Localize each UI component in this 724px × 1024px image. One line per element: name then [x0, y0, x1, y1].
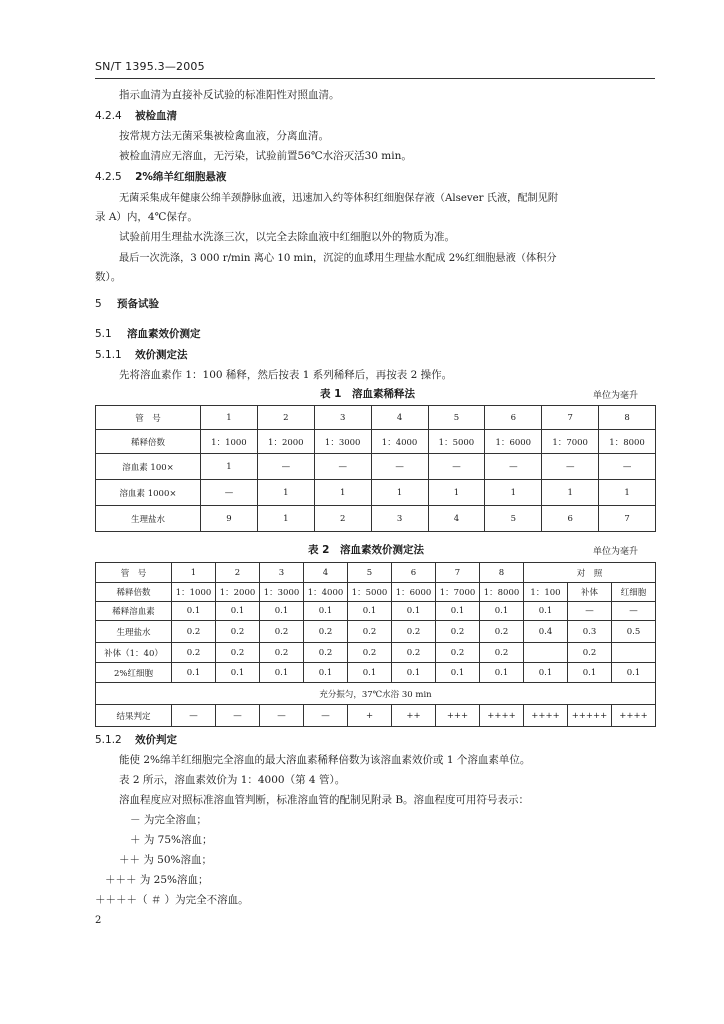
- table2-cell: 0.2: [260, 643, 304, 663]
- table1-cell: 1：6000: [485, 430, 542, 454]
- table2-cell: 1：3000: [260, 583, 304, 602]
- table1-cell: 1: [542, 480, 599, 506]
- table2-body: [96, 563, 656, 727]
- table1-cell: 2: [314, 506, 371, 532]
- table2-unit: 单位为毫升: [593, 547, 639, 557]
- table1-row: [96, 430, 656, 454]
- table2-cell: 0.4: [524, 621, 568, 643]
- table2-row: [96, 643, 656, 663]
- table2-cell: 0.1: [304, 663, 348, 683]
- table2-cell: 0.1: [480, 602, 524, 621]
- table2-row: [96, 621, 656, 643]
- table2-cell: +++++: [568, 705, 612, 727]
- table1-cell: 6: [542, 506, 599, 532]
- table2: [95, 562, 656, 727]
- table2-row-header: 结果判定: [96, 705, 172, 727]
- table2-cell: 0.1: [436, 602, 480, 621]
- table1-row-header: 管 号: [96, 406, 201, 430]
- table1-cell: 1: [257, 480, 314, 506]
- table2-cell: 0.2: [172, 643, 216, 663]
- table2-cell: 1：4000: [304, 583, 348, 602]
- paragraph-line: 指示血清为直接补反试验的标准阳性对照血清。: [119, 89, 340, 101]
- table1-cell: 1: [428, 480, 485, 506]
- symbol-line: ＋＋＋ 为 25%溶血；: [105, 874, 209, 886]
- table2-cell: —: [568, 602, 612, 621]
- table2-row: [96, 583, 656, 602]
- symbol-line: － 为完全溶血；: [130, 814, 207, 826]
- table2-row-header: 补体（1：40）: [96, 643, 172, 663]
- table1-cell: —: [428, 454, 485, 480]
- table1-cell: 1: [485, 480, 542, 506]
- section-4-2-5-heading: [95, 169, 226, 184]
- table2-cell: 0.2: [260, 621, 304, 643]
- table1-row-header: 溶血素 1000×: [96, 480, 201, 506]
- table1-body: [96, 406, 656, 532]
- symbol-line: ＋ 为 75%溶血；: [130, 834, 213, 846]
- table2-cell: 0.1: [260, 663, 304, 683]
- table1-cell: 1：1000: [201, 430, 258, 454]
- table2-cell: 0.2: [304, 643, 348, 663]
- table2-header-row: [96, 563, 656, 583]
- table1-cell: 6: [485, 406, 542, 430]
- table1-row-header: 溶血素 100×: [96, 454, 201, 480]
- table2-cell: 0.2: [216, 643, 260, 663]
- table1-cell: 4: [371, 406, 428, 430]
- table1-cell: 1: [371, 480, 428, 506]
- table2-cell: 0.2: [216, 621, 260, 643]
- table2-cell: —: [216, 705, 260, 727]
- section-number: 5.1.1: [95, 349, 122, 361]
- table1-row: [96, 506, 656, 532]
- table2-cell: 0.2: [480, 643, 524, 663]
- paragraph-line: 数）。: [95, 271, 122, 283]
- table1-cell: 5: [485, 506, 542, 532]
- table2-cell: ++++: [612, 705, 656, 727]
- table2-header-cell: 1: [172, 563, 216, 583]
- table2-note-row: [96, 683, 656, 705]
- table1-cell: 7: [542, 406, 599, 430]
- section-5-heading: [95, 296, 159, 311]
- table1-cell: 1: [201, 406, 258, 430]
- table2-cell: 0.1: [172, 602, 216, 621]
- symbol-line: ＋＋ 为 50%溶血；: [119, 854, 213, 866]
- table2-cell: 0.1: [216, 663, 260, 683]
- table2-cell: 0.2: [172, 621, 216, 643]
- section-5-1-1-heading: [95, 347, 188, 362]
- table1-cell: —: [599, 454, 656, 480]
- paragraph-line: 溶血程度应对照标准溶血管判断，标准溶血管的配制见附录 B。溶血程度可用符号表示：: [119, 794, 530, 806]
- table2-cell: 0.2: [436, 621, 480, 643]
- paragraph-line: 表 2 所示，溶血素效价为 1：4000（第 4 管）。: [119, 774, 346, 786]
- section-number: 4.2.4: [95, 110, 122, 122]
- section-5-1-heading: [95, 326, 201, 341]
- table2-cell: 0.1: [348, 602, 392, 621]
- table2-cell: 0.1: [348, 663, 392, 683]
- table2-cell: 0.1: [524, 602, 568, 621]
- paragraph-line: 能使 2%绵羊红细胞完全溶血的最大溶血素稀释倍数为该溶血素效价或 1 个溶血素单位。: [119, 754, 531, 766]
- table1-cell: 1: [314, 480, 371, 506]
- table2-cell: 1：100: [524, 583, 568, 602]
- table2-note: 充分振匀，37℃水浴 30 min: [96, 683, 656, 705]
- table2-cell: 0.2: [392, 621, 436, 643]
- section-title: 溶血素效价测定: [127, 328, 201, 340]
- table1-cell: —: [485, 454, 542, 480]
- table2-row-header: 生理盐水: [96, 621, 172, 643]
- table1-cell: —: [314, 454, 371, 480]
- table2-row-header: 管 号: [96, 563, 172, 583]
- table1-cell: —: [371, 454, 428, 480]
- table2-row-header: 稀释溶血素: [96, 602, 172, 621]
- paragraph-line: 最后一次洗涤，3 000 r/min 离心 10 min，沉淀的血球็用生理盐水配成 2%红细胞悬液（体积分: [119, 253, 557, 264]
- standard-code: SN/T 1395.3—2005: [95, 60, 205, 73]
- table2-header-cell: 5: [348, 563, 392, 583]
- table2-cell: 0.1: [480, 663, 524, 683]
- table2-cell: 0.1: [524, 663, 568, 683]
- table2-cell: 0.2: [480, 621, 524, 643]
- section-number: 5: [95, 298, 102, 310]
- table1-cell: 7: [599, 506, 656, 532]
- section-number: 4.2.5: [95, 171, 122, 183]
- table2-row-header: 2%红细胞: [96, 663, 172, 683]
- table1-row-header: 稀释倍数: [96, 430, 201, 454]
- table1-row: [96, 406, 656, 430]
- paragraph-line: 无菌采集成年健康公绵羊颈静脉血液，迅速加入约等体积红细胞保存液（Alsever 氏液，配制见附: [119, 193, 559, 204]
- table2-row-header: 稀释倍数: [96, 583, 172, 602]
- table1-cell: 4: [428, 506, 485, 532]
- table2-row: [96, 602, 656, 621]
- table2-cell: 0.1: [392, 663, 436, 683]
- table2-cell: 0.1: [436, 663, 480, 683]
- section-number: 5.1: [95, 328, 112, 340]
- table2-cell: 0.1: [172, 663, 216, 683]
- table2-row: [96, 705, 656, 727]
- table1-cell: 9: [201, 506, 258, 532]
- table2-cell: 0.1: [392, 602, 436, 621]
- section-title: 效价判定: [135, 734, 178, 746]
- table2-cell: 0.1: [304, 602, 348, 621]
- table2-caption: 表 2 溶血素效价测定法: [308, 544, 424, 556]
- table2-cell: 1：6000: [392, 583, 436, 602]
- table2-cell: 0.2: [304, 621, 348, 643]
- table2-cell: 1：8000: [480, 583, 524, 602]
- table2-cell: 0.2: [568, 643, 612, 663]
- table2-header-cell: 4: [304, 563, 348, 583]
- table2-cell: ++++: [524, 705, 568, 727]
- table2-cell: 红细胞: [612, 583, 656, 602]
- table1-cell: 1：4000: [371, 430, 428, 454]
- table2-header-cell: 8: [480, 563, 524, 583]
- table1-caption: 表 1 溶血素稀释法: [320, 388, 415, 400]
- table2-cell: ++: [392, 705, 436, 727]
- table1-cell: 1：5000: [428, 430, 485, 454]
- table2-header-cell: 6: [392, 563, 436, 583]
- table1-cell: 1：7000: [542, 430, 599, 454]
- section-4-2-4-heading: [95, 108, 177, 123]
- table2-cell: [524, 643, 568, 663]
- table1-cell: 1：8000: [599, 430, 656, 454]
- section-title: 预备试验: [117, 298, 160, 310]
- table2-cell: +: [348, 705, 392, 727]
- symbol-line: ＋＋＋＋（ ＃ ）为完全不溶血。: [95, 894, 249, 906]
- table1-cell: 2: [257, 406, 314, 430]
- table2-cell: 1：2000: [216, 583, 260, 602]
- table1-cell: —: [257, 454, 314, 480]
- header-rule: [95, 78, 655, 79]
- table1: [95, 405, 656, 532]
- table2-header-cell: 2: [216, 563, 260, 583]
- table1-cell: 1: [599, 480, 656, 506]
- table2-cell: 1：1000: [172, 583, 216, 602]
- table2-cell: 1：5000: [348, 583, 392, 602]
- table1-cell: 3: [371, 506, 428, 532]
- table2-cell: 0.3: [568, 621, 612, 643]
- table2-header-cell: 3: [260, 563, 304, 583]
- table2-cell: 0.1: [216, 602, 260, 621]
- table1-row-header: 生理盐水: [96, 506, 201, 532]
- page-number: 2: [95, 915, 102, 926]
- table1-cell: 5: [428, 406, 485, 430]
- table2-cell: ++++: [480, 705, 524, 727]
- table1-cell: 1: [257, 506, 314, 532]
- table2-cell: 补体: [568, 583, 612, 602]
- paragraph-line: 先将溶血素作 1：100 稀释，然后按表 1 系列稀释后，再按表 2 操作。: [119, 369, 453, 381]
- paragraph-line: 录 A）内，4℃保存。: [95, 211, 198, 223]
- section-5-1-2-heading: [95, 732, 177, 747]
- paragraph-line: 被检血清应无溶血，无污染，试验前置56℃水浴灭活30 min。: [119, 150, 412, 162]
- paragraph-line: 按常规方法无菌采集被检禽血液，分离血清。: [119, 130, 329, 142]
- table2-cell: 0.1: [612, 663, 656, 683]
- table1-unit: 单位为毫升: [593, 391, 639, 401]
- table2-cell: 0.2: [348, 621, 392, 643]
- table1-row: [96, 480, 656, 506]
- table2-cell: —: [612, 602, 656, 621]
- table2-header-cell: 对 照: [524, 563, 656, 583]
- table1-row: [96, 454, 656, 480]
- table2-row: [96, 663, 656, 683]
- table2-cell: [612, 643, 656, 663]
- section-title: 被检血清: [135, 110, 178, 122]
- table2-cell: —: [172, 705, 216, 727]
- table2-cell: 0.1: [260, 602, 304, 621]
- section-title: 效价测定法: [135, 349, 188, 361]
- table1-cell: 1: [201, 454, 258, 480]
- table1-cell: —: [201, 480, 258, 506]
- table2-cell: 0.2: [348, 643, 392, 663]
- section-title: 2%绵羊红细胞悬液: [135, 171, 227, 183]
- table1-cell: 1：2000: [257, 430, 314, 454]
- section-number: 5.1.2: [95, 734, 122, 746]
- table2-cell: 0.1: [568, 663, 612, 683]
- table2-header-cell: 7: [436, 563, 480, 583]
- table1-cell: —: [542, 454, 599, 480]
- table2-cell: —: [304, 705, 348, 727]
- table2-cell: +++: [436, 705, 480, 727]
- table1-cell: 3: [314, 406, 371, 430]
- table1-cell: 8: [599, 406, 656, 430]
- table2-cell: —: [260, 705, 304, 727]
- table1-cell: 1：3000: [314, 430, 371, 454]
- table2-cell: 0.2: [392, 643, 436, 663]
- table2-cell: 0.5: [612, 621, 656, 643]
- paragraph-line: 试验前用生理盐水洗涤三次，以完全去除血液中红细胞以外的物质为准。: [119, 231, 455, 243]
- table2-cell: 1：7000: [436, 583, 480, 602]
- table2-cell: 0.2: [436, 643, 480, 663]
